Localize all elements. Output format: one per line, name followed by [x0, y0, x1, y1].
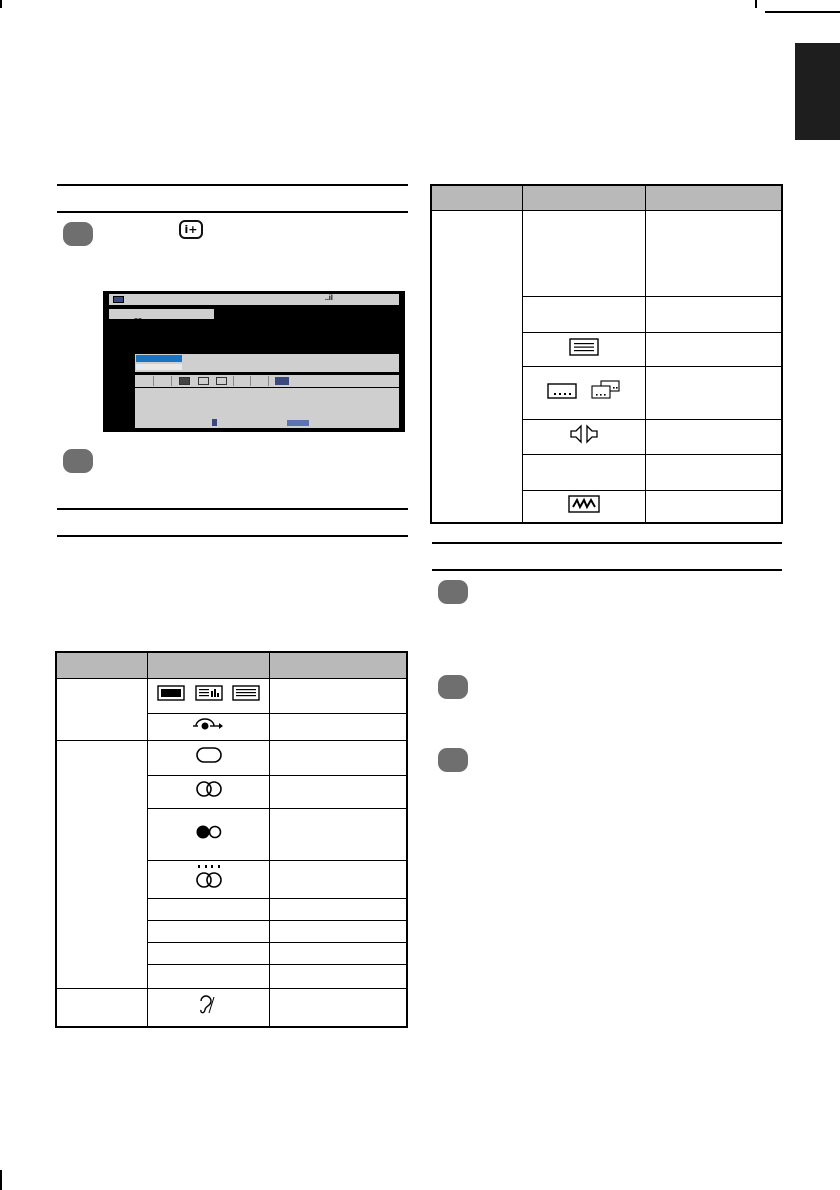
table-icon-cell: [522, 454, 645, 490]
table-icon-cell: [147, 808, 269, 860]
section-rule-mid: [57, 508, 408, 510]
table-icon-cell: [147, 740, 269, 775]
icon-legend-table-left: [55, 651, 408, 1028]
table-desc-cell: [270, 964, 407, 988]
audio-description-icon: [569, 424, 599, 449]
table-desc-cell: [270, 860, 407, 898]
crop-mark-top: [0, 0, 2, 8]
table-desc-cell: [646, 296, 782, 332]
table-desc-cell: [270, 713, 407, 740]
table-header: [147, 652, 269, 678]
step-3-badge-right: [438, 748, 468, 772]
table-icon-cell: [147, 964, 269, 988]
table-icon-cell: [522, 366, 645, 419]
stereo-small-icon: [133, 311, 143, 317]
scart-output-icon: [192, 716, 226, 737]
icon-legend-table-right: [430, 184, 783, 524]
table-icon-cell: [522, 332, 645, 366]
table-header: [56, 652, 147, 678]
mono-icon: [195, 746, 223, 769]
step-2-badge-right: [438, 675, 468, 699]
crop-mark-bottom: [0, 1170, 2, 1190]
screen-top-bar: [109, 294, 399, 305]
crop-mark-top-right: [755, 0, 757, 8]
step-1-badge: [63, 222, 93, 246]
table-desc-cell: [270, 678, 407, 713]
table-header: [646, 185, 782, 210]
table-group-cell: [431, 210, 522, 523]
screen-strip-cell: [154, 376, 172, 386]
section-rule-top: [57, 184, 408, 186]
table-desc-cell: [646, 490, 782, 523]
table-desc-cell: [646, 366, 782, 419]
screen-format-icon: [157, 685, 185, 706]
subtitle-multi-icon: [591, 380, 621, 405]
audio-small-icon: [216, 377, 227, 385]
teletext-icon: [232, 685, 260, 706]
table-desc-cell: [270, 808, 407, 860]
section-rule-mid-2: [57, 535, 408, 537]
section-rule-right: [432, 542, 782, 544]
tv-info-screen: [103, 291, 405, 432]
screen-strip-cell: [233, 376, 251, 386]
table-icon-cell: [147, 678, 269, 713]
table-desc-cell: [270, 740, 407, 775]
table-icon-cell: [147, 942, 269, 964]
table-header: [522, 185, 645, 210]
mheg-small-icon: [275, 377, 289, 385]
table-icon-cell: [522, 296, 645, 332]
multichannel-icon: [195, 865, 223, 894]
table-header: [431, 185, 522, 210]
table-group-cell: [56, 740, 147, 988]
table-icon-cell: [147, 713, 269, 740]
dual-mono-icon: [195, 823, 223, 846]
screen-format-small-icon: [179, 377, 190, 385]
step-1-badge-right: [438, 580, 468, 604]
table-desc-cell: [646, 419, 782, 454]
table-desc-cell: [270, 898, 407, 920]
section-rule-right-2: [432, 569, 782, 571]
screen-strip-cell: [251, 376, 269, 386]
stereo-icon: [195, 780, 223, 803]
table-desc-cell: [646, 210, 782, 296]
table-icon-cell: [522, 210, 645, 296]
table-icon-cell: [147, 860, 269, 898]
screen-description-area: [135, 388, 399, 428]
language-tab: [795, 43, 840, 140]
screen-program-bar: [109, 309, 214, 319]
screen-channel-icon: [113, 296, 124, 303]
screen-scroll-indicator: [212, 419, 217, 426]
table-desc-cell: [270, 988, 407, 1027]
table-group-cell: [56, 988, 147, 1027]
info-button-icon: i+: [179, 220, 203, 239]
table-icon-cell: [147, 898, 269, 920]
screen-next-bar: [136, 364, 182, 370]
table-icon-cell: [522, 419, 645, 454]
subtitle-icon: [547, 381, 577, 404]
table-group-cell: [56, 678, 147, 740]
table-desc-cell: [270, 942, 407, 964]
table-desc-cell: [646, 454, 782, 490]
hearing-impaired-icon: [197, 994, 221, 1021]
table-icon-cell: [522, 490, 645, 523]
crop-mark-right: [765, 11, 840, 13]
screen-strip-cell: [136, 376, 154, 386]
table-icon-cell: [147, 920, 269, 942]
table-icon-cell: [147, 775, 269, 808]
table-header: [270, 652, 407, 678]
screen-info-button: [287, 420, 309, 426]
subtitle-small-icon: [198, 377, 209, 385]
screen-highlight-now: [136, 355, 182, 362]
section-rule-top-2: [57, 211, 408, 213]
step-2-badge: [63, 449, 93, 473]
table-icon-cell: [147, 988, 269, 1027]
signal-strength-label: ..il: [325, 295, 333, 302]
teletext-icon: [569, 338, 599, 361]
table-desc-cell: [270, 920, 407, 942]
mheg-icon: [568, 495, 600, 518]
table-desc-cell: [270, 775, 407, 808]
screen-format-split-icon: [195, 685, 223, 706]
table-desc-cell: [646, 332, 782, 366]
